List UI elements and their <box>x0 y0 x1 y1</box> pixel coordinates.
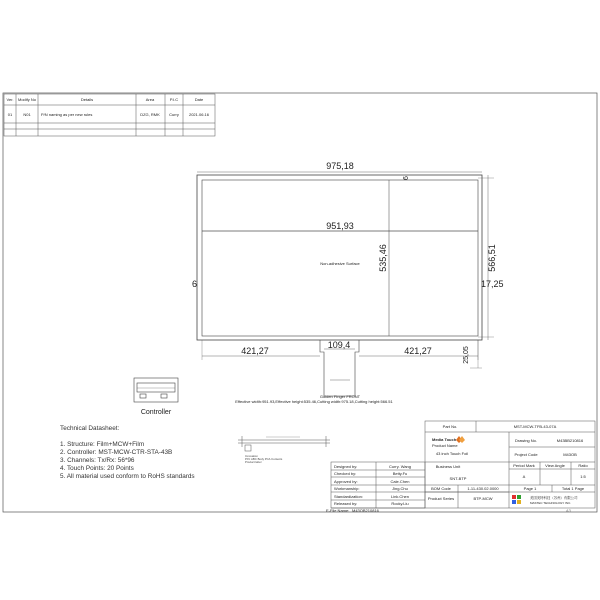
company-name-en: MASTEC TECHNOLOGY INC. <box>530 501 572 505</box>
spec-item: 5. All material used conform to RoHS standards <box>60 473 195 480</box>
company-logo-icon <box>512 495 521 504</box>
page-value: Page 1 <box>523 486 537 491</box>
rev-cell-pic: Curry <box>169 112 179 117</box>
dim-top-margin: 6 <box>403 176 410 180</box>
dim-right-offset: 421,27 <box>404 346 432 356</box>
approval-value: Rocky.Liu <box>391 501 409 506</box>
approval-label: Approved by: <box>334 479 358 484</box>
drawing-no-label: Drawing No. <box>514 438 538 443</box>
rev-cell-date: 2021.06.16 <box>188 112 210 117</box>
approval-label: Workmanship: <box>334 486 360 491</box>
period-mark-label: Period Mark <box>513 463 535 468</box>
foil-outer-edge <box>197 175 482 340</box>
side-note: P/N: ABC Body PCA Contents <box>245 457 283 461</box>
company-logo-text: Media Touch <box>432 437 457 442</box>
product-name-label: Product Name <box>432 443 458 448</box>
media-touch-logo-icon <box>456 436 465 443</box>
sheet-size: A3 <box>566 508 571 513</box>
bom-code-label: BOM Code <box>431 486 451 491</box>
dim-overall-height: 566,51 <box>487 244 497 272</box>
bom-code-value: 1-11-430.02.0000 <box>467 486 499 491</box>
approval-value: Betty.Fu <box>392 471 408 476</box>
project-code-label: Project Code <box>514 452 538 457</box>
total-pages-value: Total 1 Page <box>561 486 585 491</box>
approval-value: Cale.Chen <box>390 479 410 484</box>
product-series-label: Product Series <box>427 496 455 501</box>
rev-cell-details: P/N naming as per new rules <box>41 112 93 117</box>
approval-value: Curry. Wang <box>388 464 412 469</box>
dim-tail-length: 25,05 <box>463 346 470 364</box>
ratio-value: 1:5 <box>580 474 586 479</box>
file-name-value: M43OB210816 <box>352 508 379 513</box>
approval-label: Released by: <box>334 501 358 506</box>
dim-left-margin: 6 <box>192 279 198 289</box>
surface-label: Non-adhesive Surface <box>320 261 360 266</box>
touch-foil-outline <box>197 172 494 396</box>
product-name-value: 43 inch Touch Foil <box>435 451 469 456</box>
approval-value: Jing.Chu <box>392 486 408 491</box>
spec-title: Technical Datasheet: <box>60 425 120 432</box>
period-mark-value: A <box>522 474 526 479</box>
ratio-label: Ratio <box>578 463 588 468</box>
controller-label: Controller <box>140 409 172 416</box>
side-view-drawing <box>238 436 330 451</box>
rev-cell-ver: 01 <box>7 112 13 117</box>
dim-right-margin: 17,25 <box>481 279 504 289</box>
rev-header-pic: P.I.C <box>169 97 179 102</box>
approval-value: Link.Chen <box>390 494 410 499</box>
business-unit-label: Business Unit <box>435 464 461 469</box>
effective-note: Effective width:951.93,Effective height:535.46,Cutting width:975.18,Cutting height:566.51 <box>235 399 393 404</box>
rev-header-modify: Modify No <box>17 97 37 102</box>
controller-drawing <box>134 378 178 402</box>
dim-tail-width: 109,4 <box>327 340 351 350</box>
rev-header-date: Date <box>194 97 204 102</box>
approval-label: Designed by: <box>334 464 358 469</box>
dim-overall-width: 975,18 <box>326 161 354 171</box>
sheet-border <box>3 93 597 512</box>
view-angle-label: View Angle <box>545 463 565 468</box>
approval-label: Standardization: <box>334 494 363 499</box>
spec-item: 3. Channels: Tx/Rx: 56*96 <box>60 457 135 464</box>
company-name-cn: 美国美特科技（苏州）有限公司 <box>530 496 578 500</box>
rev-header-area: Area <box>145 97 155 102</box>
side-note: Product label <box>245 460 262 464</box>
spec-item: 1. Structure: Film+MCW+Film <box>60 441 145 448</box>
rev-header-details: Details <box>80 97 94 102</box>
dim-active-height: 535,46 <box>378 244 388 272</box>
part-no-value: MST-MCW-TFB-43-07A <box>513 424 557 429</box>
approval-label: Checked by: <box>334 471 357 476</box>
project-code-value: M43OB <box>563 452 577 457</box>
dim-left-offset: 421,27 <box>241 346 269 356</box>
dim-active-width: 951,93 <box>326 221 354 231</box>
rev-cell-area: DZG, RMK <box>140 112 160 117</box>
spec-item: 2. Controller: MST-MCW-CTR-STA-43B <box>60 449 173 456</box>
spec-item: 4. Touch Points: 20 Points <box>60 465 134 472</box>
rev-header-ver: Ver. <box>6 97 14 102</box>
side-note: Innovation <box>245 454 258 458</box>
part-no-label: Part No. <box>442 424 458 429</box>
business-unit-value: SNT-BTP <box>449 476 467 481</box>
file-name-label: E-File Name: <box>326 508 350 513</box>
product-series-value: BTP-MCW <box>473 496 493 501</box>
golden-finger-label: Golden Finger FRONT <box>319 394 361 399</box>
active-area <box>202 180 478 336</box>
rev-cell-modify: N01 <box>23 112 31 117</box>
drawing-no-value: M43BB210816 <box>556 438 584 443</box>
